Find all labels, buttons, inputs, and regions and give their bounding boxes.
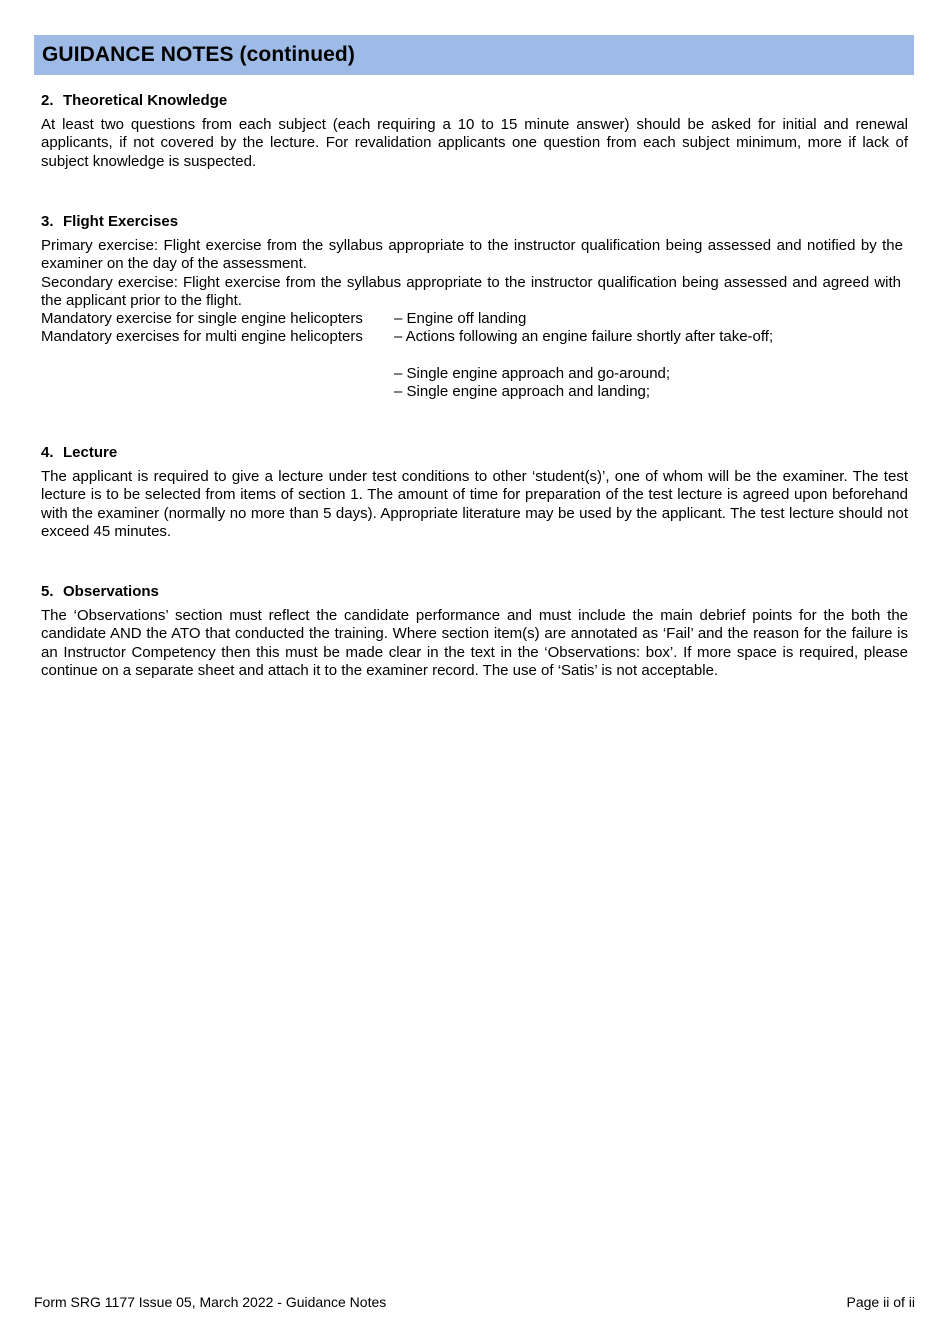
section-number: 5. bbox=[41, 583, 54, 600]
single-engine-label: Mandatory exercise for single engine helicopters bbox=[41, 310, 363, 328]
single-engine-row bbox=[41, 310, 908, 328]
section-heading bbox=[41, 213, 908, 231]
footer-form-reference: Form SRG 1177 Issue 05, March 2022 - Guidance Notes bbox=[34, 1294, 387, 1310]
section-title: Observations bbox=[63, 583, 159, 600]
section-number: 4. bbox=[41, 444, 54, 461]
page-title: GUIDANCE NOTES (continued) bbox=[42, 43, 355, 66]
section-text: The applicant is required to give a lecture under test conditions to other ‘student(s)’, one of whom will be the examiner. The test lecture is to be selected from items of section 1. The amount of time for preparation of the test lecture is agreed upon beforehand with the examiner (normally no more than 5 days). Appropriate literature may be used by the applicant. The test lecture should not exceed 45 minutes. bbox=[41, 468, 908, 540]
multi-engine-exercise: – Single engine approach and landing; bbox=[394, 383, 651, 401]
page-header bbox=[34, 35, 914, 75]
section-theoretical-knowledge bbox=[41, 92, 908, 171]
multi-engine-label: Mandatory exercises for multi engine helicopters bbox=[41, 328, 363, 346]
section-flight-exercises bbox=[41, 213, 908, 402]
section-number: 3. bbox=[41, 213, 54, 230]
section-title: Theoretical Knowledge bbox=[63, 92, 228, 109]
section-lecture bbox=[41, 444, 908, 541]
multi-engine-exercise: – Single engine approach and go-around; bbox=[394, 365, 671, 383]
multi-engine-exercise: – Actions following an engine failure shortly after take-off; bbox=[394, 328, 774, 346]
section-number: 2. bbox=[41, 92, 54, 109]
section-text: The ‘Observations’ section must reflect the candidate performance and must include the main debrief points for the both the candidate AND the ATO that conducted the training. Where section item(s) are annotated as ‘Fail’ and the reason for the failure is an Instructor Competency then this must be made clear in the text in the ‘Observations: box’. If more space is required, please continue on a separate sheet and attach it to the examiner record. The use of ‘Satis’ is not acceptable. bbox=[41, 607, 908, 679]
section-heading bbox=[41, 92, 908, 110]
section-heading bbox=[41, 444, 908, 462]
primary-exercise-text: Primary exercise: Flight exercise from the syllabus appropriate to the instructor qualification being assessed and notified by the examiner on the day of the assessment. bbox=[41, 237, 903, 273]
secondary-exercise-text: Secondary exercise: Flight exercise from the syllabus appropriate to the instructor qualification being assessed and agreed with the applicant prior to the flight. bbox=[41, 273, 901, 309]
section-heading bbox=[41, 583, 908, 601]
multi-engine-row bbox=[41, 328, 908, 346]
section-title: Flight Exercises bbox=[63, 213, 179, 230]
footer-page-number: Page ii of ii bbox=[846, 1294, 915, 1310]
section-title: Lecture bbox=[63, 444, 118, 461]
section-text: At least two questions from each subject (each requiring a 10 to 15 minute answer) should be asked for initial and renewal applicants, if not covered by the lecture. For revalidation applicants one question from each subject minimum, more if lack of subject knowledge is suspected. bbox=[41, 116, 908, 170]
single-engine-exercise: – Engine off landing bbox=[394, 310, 527, 328]
section-observations bbox=[41, 583, 908, 680]
